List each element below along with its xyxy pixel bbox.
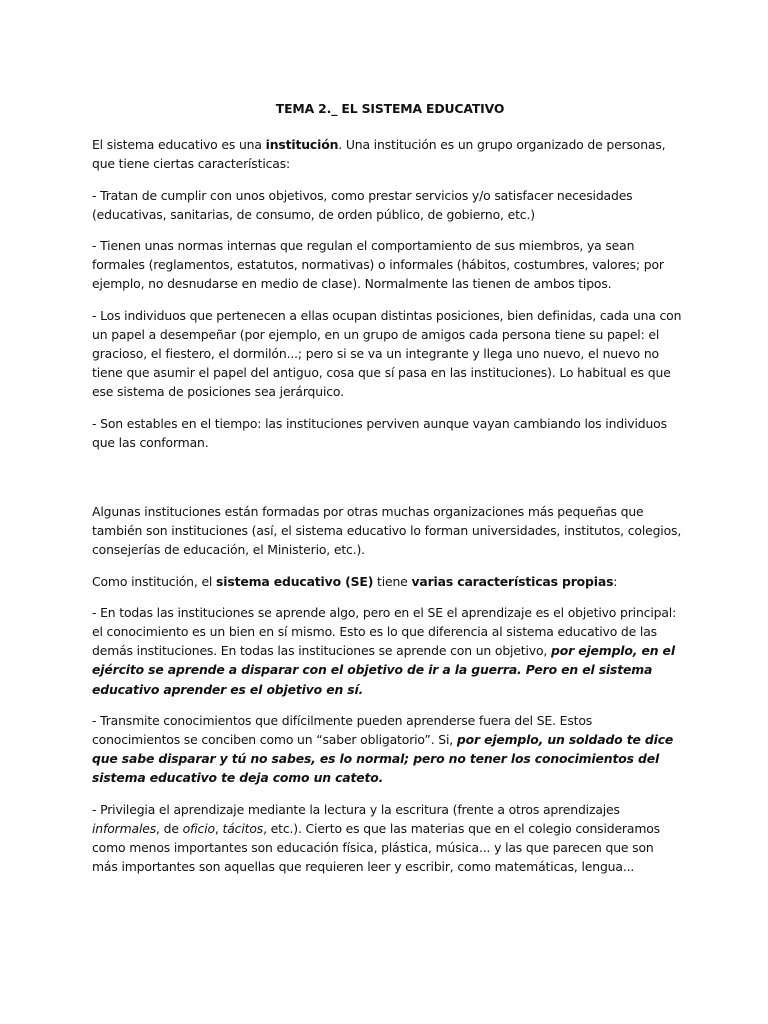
paragraph-se-characteristics bbox=[92, 572, 682, 591]
paragraph-reading-italic-2: oficio bbox=[182, 820, 215, 836]
paragraph-reading-writing bbox=[92, 800, 682, 877]
paragraph-se-text-1: Como institución, el bbox=[92, 573, 217, 589]
paragraph-knowledge-text: - Transmite conocimientos que difícilmente pueden aprenderse fuera del SE. Estos conocimientos se conciben como un “saber obligatorio”. Si, bbox=[92, 712, 593, 748]
paragraph-reading-italic-1: informales bbox=[92, 820, 157, 836]
paragraph-reading-italic-3: tácitos bbox=[222, 820, 264, 836]
section-gap bbox=[92, 464, 682, 502]
paragraph-se-bold-1: sistema educativo (SE) bbox=[216, 573, 374, 589]
paragraph-learning bbox=[92, 603, 682, 699]
paragraph-reading-text-1: - Privilegia el aprendizaje mediante la lectura y la escritura (frente a otros aprendizajes bbox=[92, 801, 620, 817]
paragraph-reading-text-4: , etc.). Cierto es que las materias que en el colegio consideramos como menos importantes son educación física, plástica, música... y las que parecen que son más importantes son aquellas que requieren leer y escribir, como matemáticas, lengua... bbox=[92, 820, 660, 875]
paragraph-reading-text-2: , de bbox=[156, 820, 183, 836]
paragraph-learning-text: - En todas las instituciones se aprende algo, pero en el SE el aprendizaje es el objetivo principal: el conocimiento es un bien en sí mismo. Esto es lo que diferencia al sistema educativo de las demás instituciones. En todas las instituciones se aprende con un objetivo, bbox=[92, 604, 677, 659]
paragraph-positions: - Los individuos que pertenecen a ellas ocupan distintas posiciones, bien definidas, cada una con un papel a desempeñar (por ejemplo, en un grupo de amigos cada persona tiene su papel: el gracioso, el fiestero, el dormilón...; pero si se va un integrante y llega uno nuevo, el nuevo no tiene que asumir el papel del antiguo, cosa que sí pasa en las instituciones). Lo habitual es que ese sistema de posiciones sea jerárquico. bbox=[92, 307, 682, 400]
paragraph-learning-emphasis: por ejemplo, en el ejército se aprende a disparar con el objetivo de ir a la guerra. Pero en el sistema educativo aprender es el objetivo en sí. bbox=[92, 643, 675, 697]
paragraph-intro-bold: institución bbox=[265, 137, 339, 153]
paragraph-objectives: - Tratan de cumplir con unos objetivos, como prestar servicios y/o satisfacer necesidades (educativas, sanitarias, de consumo, de orden público, de gobierno, etc.) bbox=[92, 187, 633, 222]
paragraph-knowledge-emphasis: por ejemplo, un soldado te dice que sabe disparar y tú no sabes, es lo normal; pero no tener los conocimientos del sistema educativo te deja como un cateto. bbox=[92, 732, 674, 786]
paragraph-intro-text-1: El sistema educativo es una bbox=[92, 137, 266, 153]
paragraph-se-text-3: : bbox=[613, 573, 618, 589]
document-title: TEMA 2._ EL SISTEMA EDUCATIVO bbox=[275, 101, 505, 116]
document-page bbox=[92, 99, 682, 889]
paragraph-reading-text-3: , bbox=[214, 820, 223, 836]
paragraph-se-text-2: tiene bbox=[373, 573, 412, 589]
paragraph-se-bold-2: varias características propias bbox=[411, 573, 614, 589]
paragraph-knowledge bbox=[92, 711, 682, 788]
paragraph-sub-institutions: Algunas instituciones están formadas por otras muchas organizaciones más pequeñas que también son instituciones (así, el sistema educativo lo forman universidades, institutos, colegios, consejerías de educación, el Ministerio, etc.). bbox=[92, 504, 682, 558]
paragraph-stability: - Son estables en el tiempo: las instituciones perviven aunque vayan cambiando los individuos que las conforman. bbox=[92, 415, 667, 450]
paragraph-intro-text-2: . Una institución es un grupo organizado de personas, que tiene ciertas características: bbox=[92, 137, 666, 172]
paragraph-norms: - Tienen unas normas internas que regulan el comportamiento de sus miembros, ya sean formales (reglamentos, estatutos, normativas) o informales (hábitos, costumbres, valores; por ejemplo, no desnudarse en medio de clase). Normalmente las tienen de ambos tipos. bbox=[92, 238, 664, 292]
paragraph-intro bbox=[92, 135, 682, 173]
